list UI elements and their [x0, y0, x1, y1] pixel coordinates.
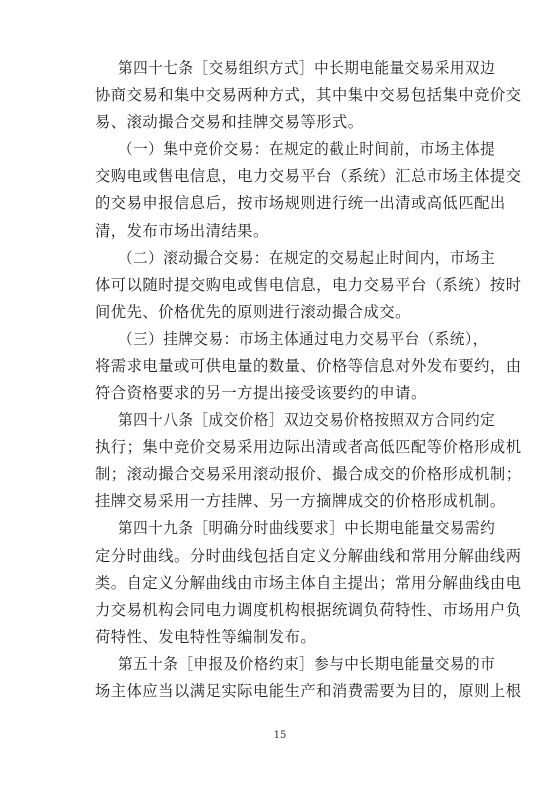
article-47-line-2: 协商交易和集中交易两种方式，其中集中交易包括集中竞价交 — [95, 86, 522, 104]
page-number: 15 — [273, 730, 287, 741]
article-48-line-4: 挂牌交易采用一方挂牌、另一方摘牌成交的价格形成机制。 — [95, 492, 506, 510]
article-47-line-3: 易、滚动撮合交易和挂牌交易等形式。 — [95, 113, 364, 131]
article-49-line-4: 力交易机构会同电力调度机构根据统调负荷特性、市场用户负 — [95, 601, 522, 619]
article-48-line-1: 第四十八条［成交价格］双边交易价格按照双方合同约定 — [118, 411, 496, 429]
article-48-line-3: 制；滚动撮合交易采用滚动报价、撮合成交的价格形成机制； — [95, 465, 522, 483]
article-48-line-2: 执行；集中竞价交易采用边际出清或者高低匹配等价格形成机 — [95, 438, 522, 456]
item-2-line-3: 间优先、价格优先的原则进行滚动撮合成交。 — [95, 303, 411, 321]
item-2-line-2: 体可以随时提交购电或售电信息，电力交易平台（系统）按时 — [95, 276, 522, 294]
article-50-line-2: 场主体应当以满足实际电能生产和消费需要为目的，原则上根 — [95, 682, 522, 700]
item-3-line-2: 将需求电量或可供电量的数量、价格等信息对外发布要约，由 — [95, 357, 522, 375]
item-3-line-1: （三）挂牌交易：市场主体通过电力交易平台（系统）， — [118, 330, 488, 348]
item-2-line-1: （二）滚动撮合交易：在规定的交易起止时间内，市场主 — [118, 249, 496, 267]
article-49-line-1: 第四十九条［明确分时曲线要求］中长期电能量交易需约 — [118, 519, 496, 537]
item-1-line-3: 的交易申报信息后，按市场规则进行统一出清或高低匹配出 — [95, 194, 506, 212]
article-50-line-1: 第五十条［申报及价格约束］参与中长期电能量交易的市 — [118, 655, 496, 673]
item-3-line-3: 符合资格要求的另一方提出接受该要约的申请。 — [95, 384, 427, 402]
item-1-line-1: （一）集中竞价交易：在规定的截止时间前，市场主体提 — [118, 140, 496, 158]
item-1-line-4: 清，发布市场出清结果。 — [95, 222, 269, 240]
item-1-line-2: 交购电或售电信息，电力交易平台（系统）汇总市场主体提交 — [95, 167, 522, 185]
article-49-line-5: 荷特性、发电特性等编制发布。 — [95, 628, 317, 646]
article-49-line-3: 类。自定义分解曲线由市场主体自主提出；常用分解曲线由电 — [95, 574, 522, 592]
article-47-line-1: 第四十七条［交易组织方式］中长期电能量交易采用双边 — [118, 59, 496, 77]
article-49-line-2: 定分时曲线。分时曲线包括自定义分解曲线和常用分解曲线两 — [95, 547, 522, 565]
